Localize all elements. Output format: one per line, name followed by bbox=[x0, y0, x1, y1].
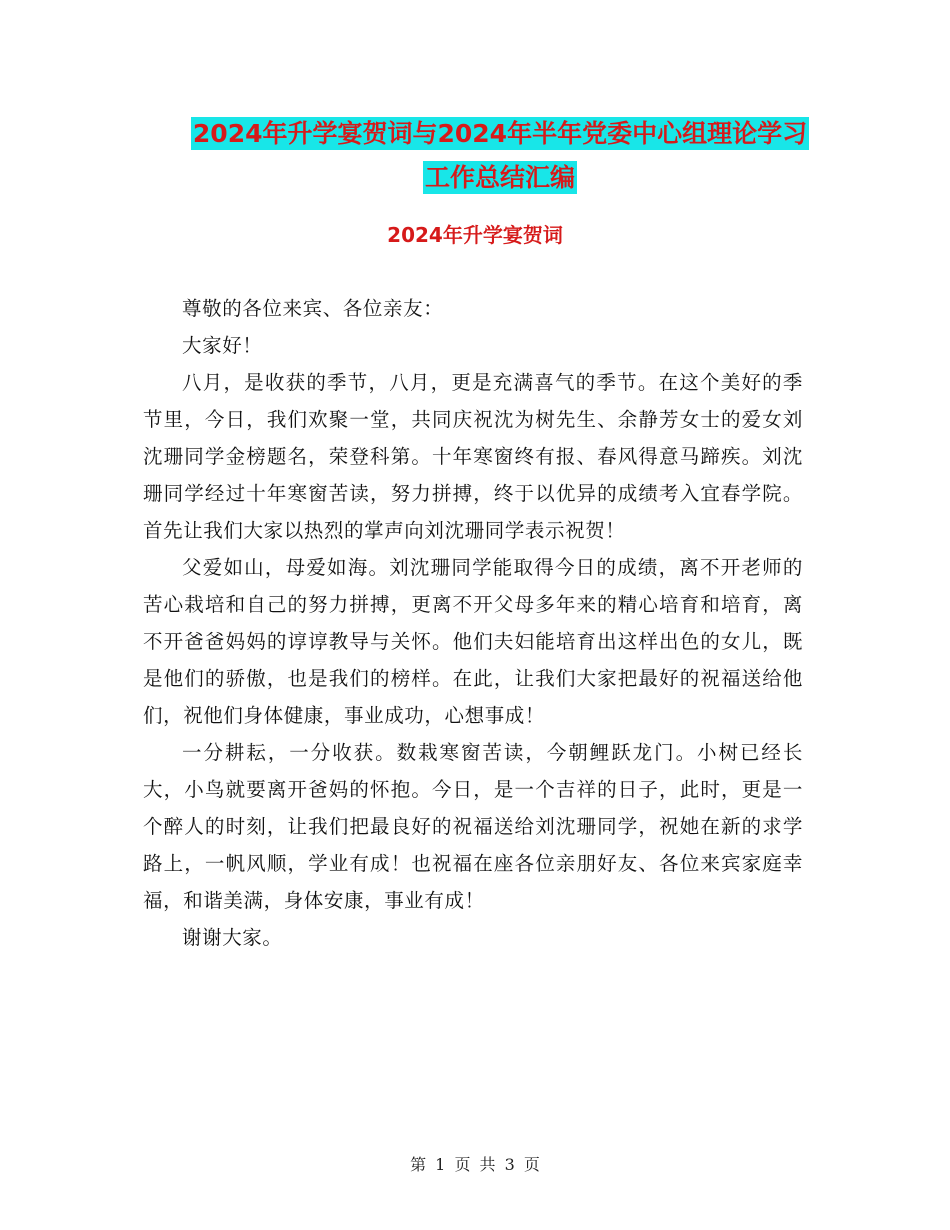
section-title: 2024年升学宴贺词 bbox=[387, 223, 563, 247]
document-title-line-2: 工作总结汇编 bbox=[424, 163, 575, 192]
paragraph: 一分耕耘，一分收获。数栽寒窗苦读，今朝鲤跃龙门。小树已经长大，小鸟就要离开爸妈的怀抱。今日，是一个吉祥的日子，此时，更是一个醉人的时刻，让我们把最良好的祝福送给刘沈珊同学，祝她在新的求学路上，一帆风顺，学业有成！也祝福在座各位亲朋好友、各位来宾家庭幸福，和谐美满，身体安康，事业有成！ bbox=[143, 741, 803, 912]
paragraph-greeting: 大家好！ bbox=[182, 334, 263, 357]
paragraph-salutation: 尊敬的各位来宾、各位亲友： bbox=[182, 297, 444, 320]
document-title bbox=[140, 112, 860, 200]
paragraph: 八月，是收获的季节，八月，更是充满喜气的季节。在这个美好的季节里，今日，我们欢聚一堂，共同庆祝沈为树先生、余静芳女士的爱女刘沈珊同学金榜题名，荣登科第。十年寒窗终有报、春风得意马蹄疾。刘沈珊同学经过十年寒窗苦读，努力拼搏，终于以优异的成绩考入宜春学院。首先让我们大家以热烈的掌声向刘沈珊同学表示祝贺！ bbox=[143, 371, 803, 542]
paragraph: 父爱如山，母爱如海。刘沈珊同学能取得今日的成绩，离不开老师的苦心栽培和自己的努力拼搏，更离不开父母多年来的精心培育和培育，离不开爸爸妈妈的谆谆教导与关怀。他们夫妇能培育出这样出色的女儿，既是他们的骄傲，也是我们的榜样。在此，让我们大家把最好的祝福送给他们，祝他们身体健康，事业成功，心想事成！ bbox=[143, 556, 803, 727]
document-title-line-1: 2024年升学宴贺词与2024年半年党委中心组理论学习 bbox=[192, 119, 808, 148]
paragraph-closing: 谢谢大家。 bbox=[182, 926, 283, 949]
page-footer: 第 1 页 共 3 页 bbox=[410, 1155, 540, 1174]
body-text bbox=[143, 290, 803, 956]
